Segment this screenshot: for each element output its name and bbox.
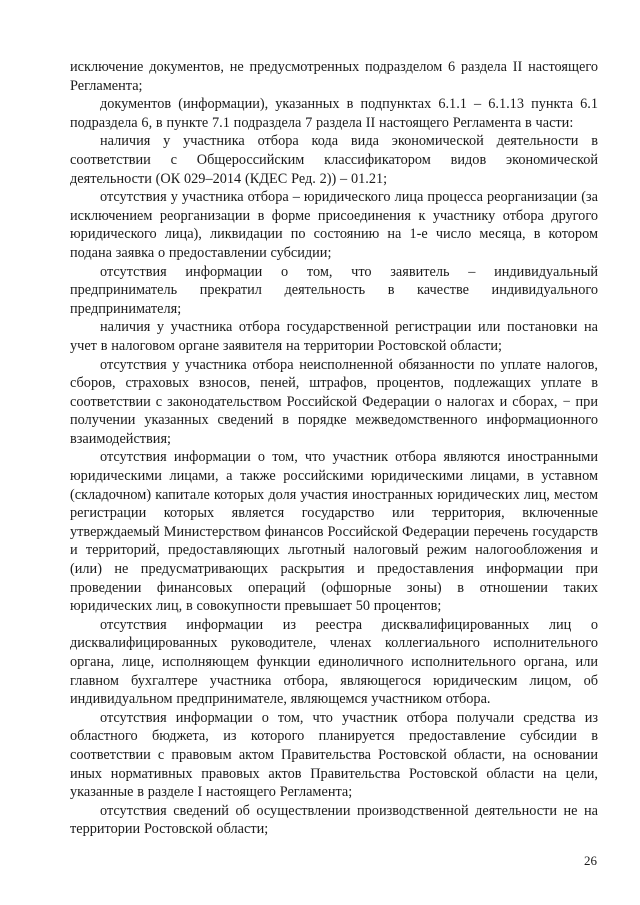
paragraph: отсутствия информации о том, что участник отбора являются иностранными юридическими лицами, а также российскими юридическими лицами, в уставном (складочном) капитале которых доля участия иностранных юридических лиц, местом регистрации которых является государство или территория, включенные утверждаемый Министерством финансов Российской Федерации перечень государств и территорий, предоставляющих льготный налоговый режим налогообложения и (или) не предусматривающих раскрытия и предоставления информации при проведении финансовых операций (офшорные зоны) в отношении таких юридических лиц, в совокупности превышает 50 процентов; [70, 449, 598, 615]
paragraph: отсутствия информации о том, что заявитель – индивидуальный предприниматель прекратил деятельность в качестве индивидуального предпринимателя; [70, 263, 598, 317]
paragraph: отсутствия сведений об осуществлении производственной деятельности не на территории Ростовской области; [70, 802, 598, 838]
paragraph: исключение документов, не предусмотренных подразделом 6 раздела II настоящего Регламента; [70, 59, 598, 94]
paragraph: наличия у участника отбора кода вида экономической деятельности в соответствии с Общероссийским классификатором видов экономической деятельности (ОК 029–2014 (КДЕС Ред. 2)) – 01.21; [70, 133, 598, 187]
paragraph: наличия у участника отбора государственной регистрации или постановки на учет в налоговом органе заявителя на территории Ростовской области; [70, 319, 598, 354]
paragraph: документов (информации), указанных в подпунктах 6.1.1 – 6.1.13 пункта 6.1 подраздела 6, в пункте 7.1 подраздела 7 раздела II настоящего Регламента в части: [70, 96, 598, 131]
paragraph: отсутствия информации из реестра дисквалифицированных лиц о дисквалифицированных руководителе, членах коллегиального исполнительного органа, лице, исполняющем функции единоличного исполнительного органа, или главном бухгалтере участника отбора, являющегося юридическим лицом, об индивидуальном предпринимателе, являющемся участником отбора. [70, 616, 598, 708]
paragraph: отсутствия у участника отбора – юридического лица процесса реорганизации (за исключением реорганизации в форме присоединения к участнику отбора другого юридического лица), ликвидации по состоянию на 1-е число месяца, в котором подана заявка о предоставлении субсидии; [70, 189, 598, 261]
paragraph: отсутствия информации о том, что участник отбора получали средства из областного бюджета, из которого планируется предоставление субсидии в соответствии с правовым актом Правительства Ростовской области, на основании иных нормативных правовых актов Правительства Ростовской области на цели, указанные в разделе I настоящего Регламента; [70, 709, 598, 801]
page-number: 26 [584, 853, 597, 868]
paragraph: отсутствия у участника отбора неисполненной обязанности по уплате налогов, сборов, страховых взносов, пеней, штрафов, процентов, подлежащих уплате в соответствии с законодательством Российской Федерации о налогах и сборах, − при получении указанных сведений в порядке межведомственного информационного взаимодействия; [70, 356, 598, 447]
